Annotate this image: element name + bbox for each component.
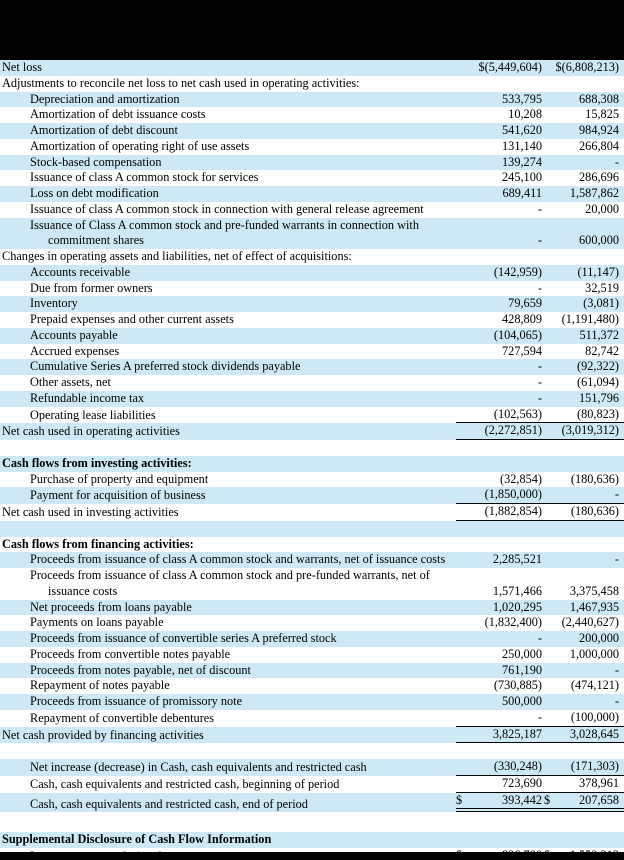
value-cell: [544, 759, 624, 776]
value-cell: [544, 776, 624, 793]
table-row: [0, 139, 624, 155]
value-cell: [544, 521, 624, 537]
value-cell: [544, 218, 624, 250]
amount-text: -: [537, 280, 542, 295]
amount-text: (32,854): [499, 471, 542, 486]
row-label: Other assets, net: [30, 375, 111, 389]
value-cell: [456, 186, 544, 202]
value-cell: [456, 407, 544, 424]
amount-text: 727,594: [502, 343, 542, 358]
amount-text: 533,795: [502, 91, 542, 106]
amount-text: -: [614, 487, 619, 502]
row-label: [0, 440, 456, 456]
table-row: [0, 552, 624, 568]
row-label: Payments on loans payable: [30, 615, 164, 630]
row-label: Inventory: [0, 296, 456, 312]
value-cell: [456, 537, 544, 553]
value-cell: [456, 521, 544, 537]
row-label: Net loss: [0, 60, 456, 76]
amount-text: -: [614, 552, 619, 567]
amount-text: 1,467,935: [569, 599, 619, 614]
amount-text: 245,100: [502, 170, 542, 185]
table-row: [0, 504, 624, 521]
value-cell: [544, 375, 624, 391]
value-cell: [544, 600, 624, 616]
amount-text: $(5,449,604): [478, 60, 542, 74]
value-cell: [456, 776, 544, 793]
amount-text: 79,659: [508, 296, 542, 311]
value-cell: [456, 832, 544, 848]
value-cell: [456, 487, 544, 504]
spacer-row: [0, 440, 624, 456]
amount-text: -: [537, 709, 542, 724]
row-label: Cash flows from investing activities:: [0, 456, 456, 472]
amount-text: 15,825: [585, 107, 619, 122]
amount-text: (474,121): [570, 678, 619, 693]
value-cell: [544, 281, 624, 297]
row-label: Payment for acquisition of business: [0, 487, 456, 504]
value-cell: [456, 359, 544, 375]
value-cell: [456, 92, 544, 108]
amount-text: 1,571,466: [492, 583, 542, 598]
table-row: [0, 710, 624, 727]
amount-text: (1,882,854): [484, 504, 542, 518]
value-cell: [456, 170, 544, 186]
table-row: [0, 759, 624, 776]
value-cell: [544, 92, 624, 108]
table-row: [0, 678, 624, 694]
amount-text: 10,208: [508, 107, 542, 122]
amount-text: -: [537, 359, 542, 374]
amount-text: -: [614, 694, 619, 708]
table-row: [0, 375, 624, 391]
value-cell: [544, 344, 624, 360]
amount-text: 82,742: [585, 343, 619, 358]
table-row: [0, 793, 624, 813]
row-label: Supplemental Disclosure of Cash Flow Information: [0, 832, 456, 848]
amount-text: 500,000: [502, 694, 542, 708]
value-cell: [544, 615, 624, 631]
value-cell: [456, 663, 544, 679]
cash-flow-statement-table: [0, 60, 624, 860]
table-row: [0, 155, 624, 171]
value-cell: [544, 249, 624, 265]
table-row: [0, 249, 624, 265]
value-cell: [456, 631, 544, 647]
amount-text: 266,804: [579, 138, 619, 153]
amount-text: 139,274: [502, 154, 542, 169]
amount-text: (171,303): [570, 759, 619, 773]
amount-text: 200,000: [579, 631, 619, 645]
table-row: [0, 663, 624, 679]
amount-text: 511,372: [579, 327, 619, 342]
value-cell: [456, 694, 544, 710]
amount-text: 131,140: [502, 138, 542, 153]
amount-text: $(6,808,213): [555, 60, 619, 74]
amount-text: 1,020,295: [492, 599, 542, 614]
row-label: [0, 743, 456, 759]
amount-text: 286,696: [579, 170, 619, 185]
table-row: [0, 391, 624, 407]
value-cell: [456, 423, 544, 440]
amount-text: 761,190: [502, 662, 542, 677]
amount-text: 723,690: [502, 775, 542, 790]
value-cell: [544, 552, 624, 568]
spacer-row: [0, 521, 624, 537]
value-cell: [456, 312, 544, 328]
amount-text: (102,563): [493, 406, 542, 421]
value-cell: [456, 391, 544, 407]
value-cell: [544, 743, 624, 759]
value-cell: [544, 296, 624, 312]
row-label: Amortization of debt issuance costs: [30, 107, 206, 122]
row-label: Issuance of class A common stock in connection with general release agreement: [30, 201, 424, 216]
amount-text: (180,636): [570, 471, 619, 486]
amount-text: 3,028,645: [569, 726, 619, 741]
value-cell: [544, 407, 624, 424]
row-label: Accrued expenses: [30, 343, 120, 358]
value-cell: [456, 759, 544, 776]
amount-text: 207,658: [579, 792, 619, 807]
amount-text: (3,019,312): [561, 423, 619, 438]
table-row: [0, 202, 624, 218]
value-cell: [544, 312, 624, 328]
table-row: [0, 647, 624, 663]
row-label: Net increase (decrease) in Cash, cash equivalents and restricted cash: [0, 759, 456, 776]
value-cell: [544, 423, 624, 440]
value-cell: [544, 328, 624, 344]
amount-text: (1,832,400): [484, 615, 542, 630]
amount-text: 1,587,862: [569, 186, 619, 200]
currency-symbol: $: [456, 792, 463, 807]
table-row: [0, 296, 624, 312]
value-cell: [456, 710, 544, 727]
row-label: Accounts payable: [0, 328, 456, 344]
spacer-row: [0, 743, 624, 759]
table-row: [0, 832, 624, 848]
amount-text: -: [537, 631, 542, 645]
value-cell: [456, 568, 544, 600]
amount-text: (180,636): [570, 504, 619, 518]
value-cell: [544, 647, 624, 663]
redacted-header-band: [0, 0, 624, 60]
row-label: Depreciation and amortization: [0, 92, 456, 108]
value-cell: [456, 504, 544, 521]
amount-text: 3,825,187: [492, 726, 542, 741]
table-row: [0, 60, 624, 76]
table-row: [0, 615, 624, 631]
spacer-row: [0, 812, 624, 832]
value-cell: [456, 552, 544, 568]
value-cell: [544, 202, 624, 218]
value-cell: [544, 107, 624, 123]
value-cell: [544, 663, 624, 679]
value-cell: [544, 170, 624, 186]
row-label: Cash, cash equivalents and restricted cash, end of period: [0, 793, 456, 813]
value-cell: [544, 678, 624, 694]
row-label: Cash, cash equivalents and restricted cash, beginning of period: [30, 776, 340, 791]
value-cell: [456, 249, 544, 265]
amount-text: 250,000: [502, 646, 542, 661]
amount-text: (2,440,627): [561, 615, 619, 630]
value-cell: [544, 727, 624, 744]
table-row: [0, 600, 624, 616]
page-bottom-band: [0, 852, 624, 860]
amount-text: (92,322): [576, 359, 619, 374]
currency-symbol: $: [544, 792, 551, 807]
value-cell: [544, 504, 624, 521]
table-row: [0, 472, 624, 488]
value-cell: [544, 265, 624, 281]
value-cell: [456, 344, 544, 360]
row-label: Purchase of property and equipment: [30, 471, 209, 486]
amount-text: (11,147): [577, 264, 619, 279]
value-cell: [544, 487, 624, 504]
value-cell: [456, 600, 544, 616]
row-label: Proceeds from issuance of class A common stock and pre-funded warrants, net of issuance costs: [30, 568, 430, 598]
value-cell: [456, 615, 544, 631]
value-cell: [456, 472, 544, 488]
row-label: Issuance of Class A common stock and pre-funded warrants in connection with commitment shares: [0, 218, 456, 250]
table-row: [0, 344, 624, 360]
value-cell: [456, 107, 544, 123]
row-label: Adjustments to reconcile net loss to net cash used in operating activities:: [2, 75, 360, 90]
value-cell: [544, 710, 624, 727]
value-cell: [456, 328, 544, 344]
row-label: Due from former owners: [30, 280, 153, 295]
amount-text: 2,285,521: [492, 552, 542, 567]
value-cell: [456, 60, 544, 76]
table-row: [0, 218, 624, 250]
table-row: [0, 568, 624, 600]
row-label: Proceeds from convertible notes payable: [30, 646, 231, 661]
value-cell: [544, 155, 624, 171]
amount-text: (80,823): [576, 406, 619, 421]
value-cell: [544, 832, 624, 848]
table-row: [0, 281, 624, 297]
amount-text: -: [537, 233, 542, 248]
row-label: Proceeds from notes payable, net of discount: [0, 663, 456, 679]
value-cell: [456, 202, 544, 218]
value-cell: [456, 743, 544, 759]
amount-text: (1,191,480): [561, 312, 619, 326]
amount-text: (2,272,851): [484, 423, 542, 438]
value-cell: [544, 568, 624, 600]
row-label: Amortization of debt discount: [0, 123, 456, 139]
row-label: Repayment of convertible debentures: [30, 710, 215, 725]
value-cell: [544, 793, 624, 813]
value-cell: [544, 812, 624, 832]
table-row: [0, 328, 624, 344]
value-cell: [544, 472, 624, 488]
amount-text: 688,308: [579, 91, 619, 106]
amount-text: 20,000: [585, 201, 619, 216]
amount-text: 1,000,000: [569, 646, 619, 661]
amount-text: (100,000): [570, 709, 619, 724]
table-row: [0, 265, 624, 281]
amount-text: (61,094): [576, 375, 619, 389]
value-cell: [456, 727, 544, 744]
value-cell: [544, 139, 624, 155]
row-label: Proceeds from issuance of class A common stock and warrants, net of issuance costs: [0, 552, 456, 568]
row-label: Net cash used in investing activities: [2, 505, 179, 519]
row-label: Net cash used in operating activities: [0, 423, 456, 440]
table-row: [0, 631, 624, 647]
row-label: Cash flows from financing activities:: [2, 536, 194, 551]
amount-text: (730,885): [493, 678, 542, 693]
amount-text: (104,065): [493, 327, 542, 342]
amount-text: -: [614, 662, 619, 677]
value-cell: [544, 537, 624, 553]
table-row: [0, 727, 624, 744]
amount-text: -: [537, 375, 542, 389]
table-row: [0, 537, 624, 553]
table-row: [0, 359, 624, 375]
amount-text: (330,248): [493, 759, 542, 773]
amount-text: 32,519: [585, 280, 619, 295]
row-label: Accounts receivable: [0, 265, 456, 281]
row-label: Changes in operating assets and liabilities, net of effect of acquisitions:: [2, 249, 352, 263]
table-row: [0, 186, 624, 202]
value-cell: [456, 647, 544, 663]
table-row: [0, 456, 624, 472]
table-row: [0, 107, 624, 123]
row-label: [0, 812, 456, 832]
amount-text: 541,620: [502, 123, 542, 137]
row-label: Proceeds from issuance of convertible series A preferred stock: [0, 631, 456, 647]
value-cell: [544, 186, 624, 202]
amount-text: 3,375,458: [569, 583, 619, 598]
value-cell: [456, 456, 544, 472]
row-label: Operating lease liabilities: [30, 407, 156, 422]
value-cell: [544, 631, 624, 647]
value-cell: [456, 678, 544, 694]
row-label: Amortization of operating right of use assets: [30, 138, 250, 153]
table-row: [0, 170, 624, 186]
amount-text: -: [537, 390, 542, 405]
value-cell: [456, 123, 544, 139]
amount-text: 378,961: [579, 775, 619, 790]
table-row: [0, 312, 624, 328]
value-cell: [456, 440, 544, 456]
table-row: [0, 694, 624, 710]
table-row: [0, 76, 624, 92]
value-cell: [544, 456, 624, 472]
value-cell: [544, 391, 624, 407]
value-cell: [544, 694, 624, 710]
row-label: Proceeds from issuance of promissory note: [0, 694, 456, 710]
row-label: Issuance of class A common stock for services: [30, 170, 259, 185]
value-cell: [456, 375, 544, 391]
row-label: Loss on debt modification: [0, 186, 456, 202]
value-cell: [456, 139, 544, 155]
amount-text: (3,081): [583, 296, 619, 311]
statement-body: [0, 60, 624, 860]
table-row: [0, 123, 624, 139]
table-row: [0, 423, 624, 440]
value-cell: [544, 123, 624, 139]
amount-text: 151,796: [579, 390, 619, 405]
value-cell: [544, 60, 624, 76]
amount-text: 393,442: [502, 792, 542, 807]
row-label: Cumulative Series A preferred stock dividends payable: [0, 359, 456, 375]
row-label: Repayment of notes payable: [30, 678, 170, 693]
row-label: Net cash provided by financing activities: [0, 727, 456, 744]
value-cell: [456, 76, 544, 92]
value-cell: [456, 296, 544, 312]
amount-text: -: [537, 201, 542, 216]
amount-text: 689,411: [502, 186, 542, 200]
amount-text: (142,959): [493, 264, 542, 279]
table-row: [0, 92, 624, 108]
amount-text: -: [614, 154, 619, 169]
value-cell: [456, 218, 544, 250]
value-cell: [456, 265, 544, 281]
row-label: Net proceeds from loans payable: [0, 600, 456, 616]
row-label: Refundable income tax: [0, 391, 456, 407]
amount-text: 600,000: [579, 233, 619, 248]
value-cell: [456, 281, 544, 297]
row-label: Stock-based compensation: [0, 155, 456, 171]
amount-text: 428,809: [502, 312, 542, 326]
value-cell: [456, 155, 544, 171]
amount-text: (1,850,000): [484, 487, 542, 502]
row-label: Prepaid expenses and other current assets: [30, 312, 234, 326]
value-cell: [544, 440, 624, 456]
value-cell: [544, 359, 624, 375]
row-label: [0, 521, 456, 537]
amount-text: 984,924: [579, 123, 619, 137]
table-row: [0, 776, 624, 793]
value-cell: [544, 76, 624, 92]
value-cell: [456, 793, 544, 813]
table-row: [0, 407, 624, 424]
value-cell: [456, 812, 544, 832]
table-row: [0, 487, 624, 504]
